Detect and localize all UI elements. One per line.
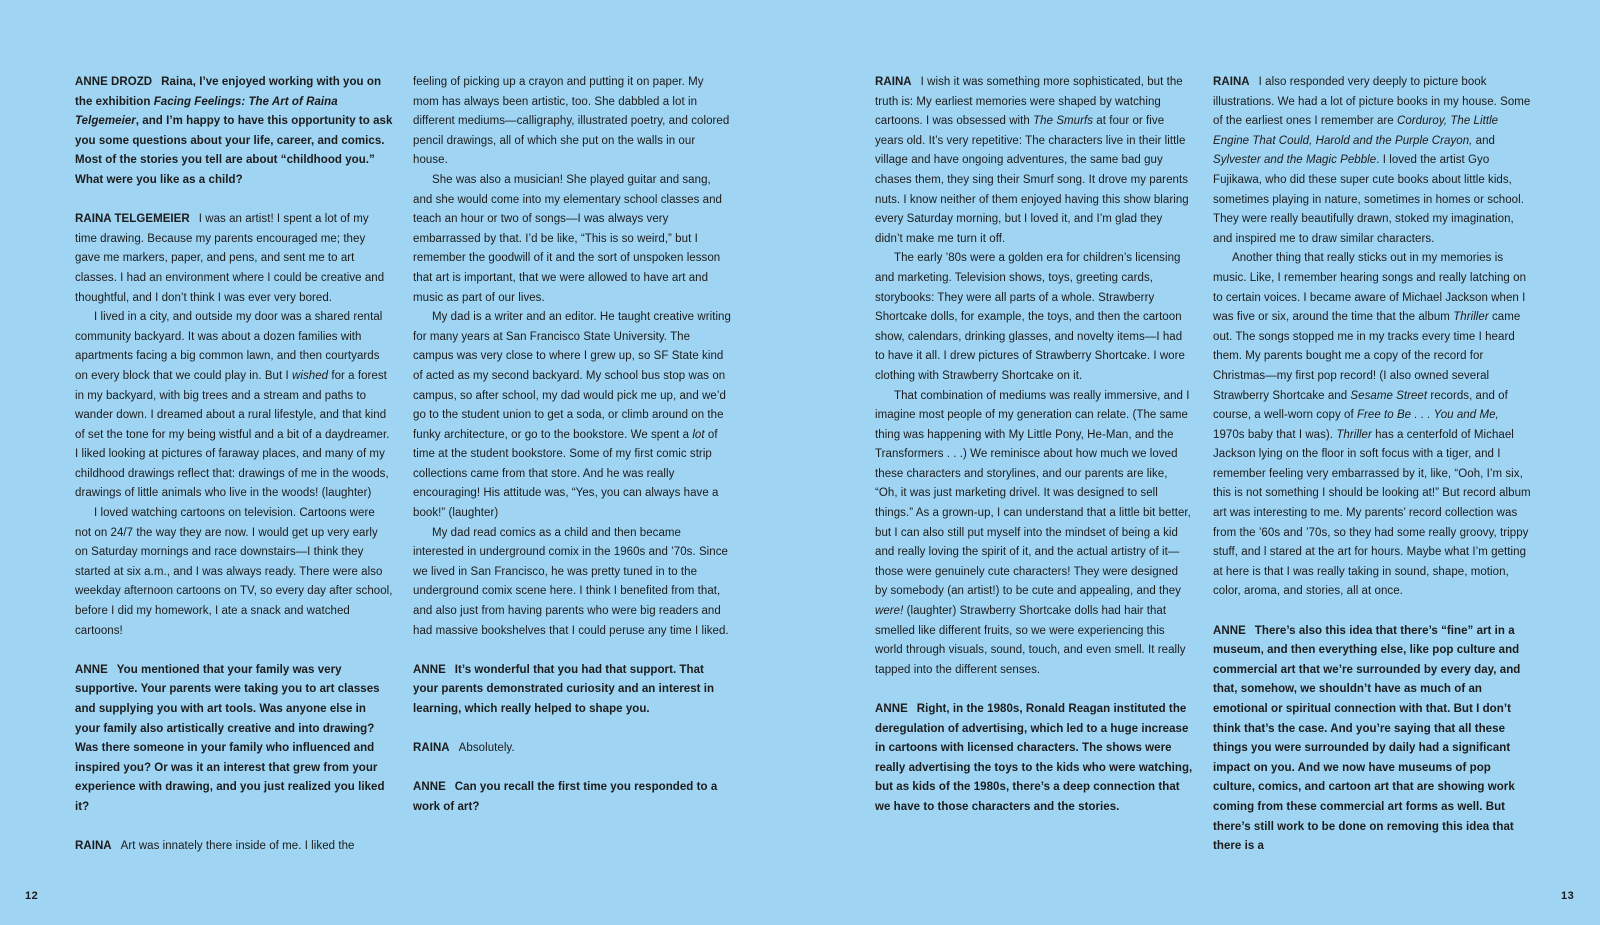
speaker-label: RAINA bbox=[75, 840, 112, 853]
question-paragraph bbox=[413, 661, 731, 720]
column-1 bbox=[75, 73, 393, 857]
emphasis: Thriller bbox=[1336, 428, 1372, 441]
text-run: I wish it was something more sophisticated, but the truth is: My earliest memories were shaped by watching cartoons. I was obsessed with bbox=[875, 76, 1183, 128]
exhibition-title: Facing Feelings: The Art of Raina Telgemeier bbox=[75, 95, 338, 128]
answer-paragraph bbox=[1213, 73, 1533, 249]
text-run: (laughter) Strawberry Shortcake dolls had hair that smelled like different fruits, so we were experiencing this world through visuals, sound, touch, and even smell. It really tapped into the different senses. bbox=[875, 605, 1186, 676]
text-run: Art was innately there inside of me. I liked the bbox=[120, 840, 355, 853]
emphasis: The Smurfs bbox=[1033, 115, 1094, 128]
text-run: It’s wonderful that you had that support. That your parents demonstrated curiosity and an interest in learning, which really helped to shape you. bbox=[413, 663, 715, 715]
text-run: 1970s baby that I was). bbox=[1213, 428, 1337, 441]
text-run: Another thing that really sticks out in my memories is music. Like, I remember hearing songs and really latching on to certain voices. I became aware of Michael Jackson when I was five or six, around the time that the album bbox=[1213, 252, 1527, 324]
emphasis: were! bbox=[875, 605, 904, 618]
body-paragraph bbox=[75, 308, 393, 504]
text-run: I also responded very deeply to picture book illustrations. We had a lot of picture books in my house. Some of the earliest ones I remember are bbox=[1213, 76, 1531, 128]
answer-paragraph bbox=[75, 210, 393, 308]
text-run: at four or five years old. It’s very repetitive: The characters live in their little village and have ongoing adventures, the same bad guy chases them, they sing their Smurf song. It drove my parents nuts. I know neither of them enjoyed having this show blaring every Saturday morning, but I loved it, and I’m glad they didn’t make me turn it off. bbox=[875, 115, 1189, 245]
text-run: records, and of course, a well-worn copy of bbox=[1213, 389, 1508, 422]
text-run: Right, in the 1980s, Ronald Reagan instituted the deregulation of advertising, which led to a huge increase in cartoons with licensed characters. The shows were really advertising the toys to the kids who were watching, but as kids of the 1980s, there’s a deep connection that we have to those characters and the stories. bbox=[875, 703, 1193, 813]
text-run: has a centerfold of Michael Jackson lying on the floor in soft focus with a tiger, and I remember feeling very embarrassed by it, like, “Ooh, I’m six, this is not something I should be looking at!” But record album art was interesting to me. My parents’ record collection was from the ’60s and ’70s, so they had some really groovy, trippy stuff, and l stared at the art for hours. Maybe what I’m getting at here is that I was really taking in sound, shape, motion, color, aroma, and stories, all at once. bbox=[1213, 428, 1531, 598]
body-paragraph: She was also a musician! She played guitar and sang, and she would come into my elementary school classes and teach an hour or two of songs—I was always very embarrassed by that. I’d be like, “This is so weird,” but I remember the goodwill of it and the sort of unspoken lesson that art is important, that we were allowed to have art and music as part of our lives. bbox=[413, 173, 722, 304]
question-paragraph bbox=[75, 661, 393, 818]
speaker-label: RAINA bbox=[875, 76, 912, 88]
speaker-label: ANNE bbox=[75, 663, 108, 676]
emphasis: lot bbox=[692, 428, 705, 441]
emphasis: Thriller bbox=[1453, 311, 1489, 324]
body-paragraph: I loved watching cartoons on television. Cartoons were not on 24/7 the way they are now. I would get up very early on Saturday mornings and race downstairs—I think they started at six a.m., and I was always ready. There were also weekday afternoon cartoons on TV, so every day after school, before I did my homework, I ate a snack and watched cartoons! bbox=[75, 507, 393, 637]
speaker-label: RAINA bbox=[1213, 76, 1250, 88]
text-run: Can you recall the first time you responded to a work of art? bbox=[413, 781, 718, 813]
text-run: There’s also this idea that there’s “fine” art in a museum, and then everything else, like pop culture and commercial art that we’re surrounded by every day, and that, somehow, we shouldn’t have as much of an emotional or spiritual connection with that. But I don’t think that’s the case. And you’re saying that all these things you were surrounded by daily had a significant impact on you. And we now have museums of pop culture, comics, and cartoon art that are showing work coming from these commercial art forms as well. But there’s still work to be done on removing this idea that there is a bbox=[1213, 624, 1521, 853]
text-run: I lived in a city, and outside my door was a shared rental community backyard. It was about a dozen families with apartments facing a big common lawn, and then courtyards on every block that we could play in. But I bbox=[75, 311, 383, 382]
column-2 bbox=[413, 73, 731, 818]
answer-paragraph bbox=[413, 739, 731, 759]
question-paragraph bbox=[413, 778, 731, 817]
speaker-label: ANNE bbox=[413, 781, 446, 794]
text-run: for a forest in my backyard, with big trees and a stream and paths to wander down. I dreamed about a rural lifestyle, and that kind of set the tone for my being wistful and a bit of a daydreamer. I liked looking at pictures of faraway places, and many of my childhood drawings reflect that: drawings of me in the woods, drawings of little animals who live in the woods! (laughter) bbox=[75, 369, 390, 500]
column-3 bbox=[875, 73, 1193, 818]
text-run: That combination of mediums was really immersive, and I imagine most people of my generation can relate. (The same thing was happening with My Little Pony, He-Man, and the Transformers . . .) We reminisce about how much we loved these characters and storylines, and our parents are like, “Oh, it was just marketing drivel. It was designed to sell things.” As a grown-up, I can understand that a little bit better, but I can also still put myself into the mindset of being a kid and really loving the spirit of it, and the actual artistry of it—those were genuinely cute characters! They were designed by somebody (an artist!) to be cute and appealing, and they bbox=[875, 389, 1191, 598]
text-run: , and I’m happy to have this opportunity to ask you some questions about your life, career, and comics. Most of the stories you tell are about “childhood you.” What were you like as a child? bbox=[75, 115, 393, 186]
emphasis: Corduroy, The Little Engine That Could, Harold and the Purple Crayon, bbox=[1213, 115, 1499, 147]
page-number-left: 12 bbox=[25, 890, 39, 902]
body-paragraph bbox=[875, 387, 1193, 681]
question-paragraph bbox=[1213, 622, 1533, 857]
body-paragraph: My dad read comics as a child and then became interested in underground comix in the 1960s and ’70s. Since we lived in San Francisco, he was pretty tuned in to the underground comix scene here. I think I benefited from that, and also just from having parents who were big readers and had massive bookshelves that I could peruse any time I liked. bbox=[413, 526, 729, 637]
text-run: My dad is a writer and an editor. He taught creative writing for many years at San Francisco State University. The campus was very close to where I grew up, so SF State kind of acted as my second backyard. My school bus stop was on campus, so after school, my dad would pick me up, and we’d go to the student union to get a soda, or climb around on the funky architecture, or go to the bookstore. We spent a bbox=[413, 311, 731, 441]
answer-paragraph bbox=[75, 837, 393, 857]
speaker-label: ANNE bbox=[1213, 624, 1246, 637]
speaker-label: RAINA TELGEMEIER bbox=[75, 213, 190, 226]
body-paragraph: feeling of picking up a crayon and putting it on paper. My mom has always been artistic, too. She dabbled a lot in different mediums—calligraphy, illustrated poetry, and colored pencil drawings, all of which she put on the walls in our house. bbox=[413, 76, 730, 167]
speaker-label: ANNE bbox=[875, 703, 908, 715]
body-paragraph bbox=[413, 308, 731, 524]
speaker-label: RAINA bbox=[413, 742, 450, 755]
question-paragraph bbox=[875, 700, 1193, 818]
speaker-label: ANNE bbox=[413, 663, 446, 676]
text-run: I was an artist! I spent a lot of my time drawing. Because my parents encouraged me; they gave me markers, paper, and pens, and sent me to art classes. I had an environment where I could be creative and thoughtful, and I don’t think I was ever very bored. bbox=[75, 213, 385, 304]
emphasis: wished bbox=[291, 369, 329, 382]
text-run: and bbox=[1472, 134, 1495, 147]
emphasis: Sylvester and the Magic Pebble bbox=[1213, 154, 1377, 167]
column-4 bbox=[1213, 73, 1533, 857]
emphasis: Sesame Street bbox=[1350, 389, 1428, 402]
text-run: . I loved the artist Gyo Fujikawa, who did these super cute books about little kids, sometimes playing in nature, sometimes in homes or school. They were really beautifully drawn, stoked my imagination, and inspired me to draw similar characters. bbox=[1213, 154, 1524, 245]
speaker-label: ANNE DROZD bbox=[75, 76, 153, 88]
answer-paragraph bbox=[875, 73, 1193, 249]
text-run: You mentioned that your family was very supportive. Your parents were taking you to art classes and supplying you with art tools. Was anyone else in your family also artistically creative and into drawing? Was there someone in your family who influenced and inspired you? Or was it an interest that grew from your experience with drawing, and you just realized you liked it? bbox=[75, 663, 385, 813]
question-paragraph bbox=[75, 73, 393, 191]
text-run: of time at the student bookstore. Some of my first comic strip collections came from that store. And he was really encouraging! His attitude was, “Yes, you can always have a book!” (laughter) bbox=[413, 428, 719, 520]
text-run: came out. The songs stopped me in my tracks every time I heard them. My parents bought me a copy of the record for Christmas—my first pop record! (I also owned several Strawberry Shortcake and bbox=[1213, 311, 1521, 402]
text-run: Raina, I’ve enjoyed working with you on the exhibition bbox=[75, 76, 382, 108]
page-number-right: 13 bbox=[1561, 890, 1575, 902]
body-paragraph bbox=[1213, 249, 1533, 602]
body-paragraph: The early ’80s were a golden era for children’s licensing and marketing. Television shows, toys, greeting cards, storybooks: They were all parts of a whole. Strawberry Shortcake dolls, for example, the toys, and then the cartoon show, calendars, drinking glasses, and novelty items—I had to have it all. I drew pictures of Strawberry Shortcake. I wore clothing with Strawberry Shortcake on it. bbox=[875, 252, 1185, 382]
text-run: Absolutely. bbox=[458, 742, 515, 755]
emphasis: Free to Be . . . You and Me, bbox=[1356, 409, 1499, 422]
